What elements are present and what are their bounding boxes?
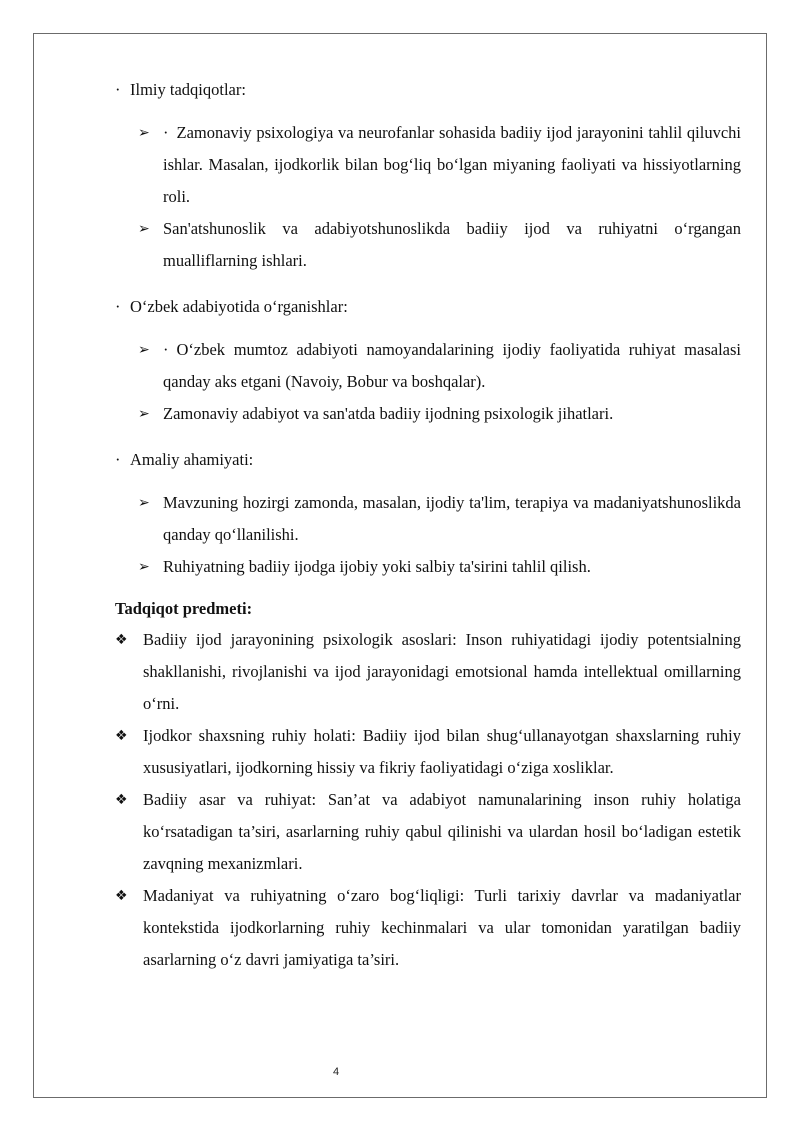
list-item — [137, 213, 741, 277]
section-bullet: · — [115, 80, 121, 99]
section-heading-scientific-research — [115, 74, 741, 106]
list-item — [115, 784, 741, 880]
section-bullet: · — [115, 297, 121, 316]
diamond-bullet-icon: ❖ — [115, 888, 128, 904]
list-item — [137, 551, 741, 583]
list-item — [137, 398, 741, 430]
section-bullet: · — [115, 450, 121, 469]
arrow-bullet-icon: ➢ — [138, 125, 150, 141]
section-title: Amaliy ahamiyati: — [130, 450, 254, 469]
diamond-list — [115, 624, 741, 976]
list-item-text: Ruhiyatning badiiy ijodga ijobiy yoki salbiy ta'sirini tahlil qilish. — [163, 557, 591, 576]
research-subject-heading: Tadqiqot predmeti: — [115, 599, 253, 618]
list-item-text: Madaniyat va ruhiyatning o‘zaro bog‘liqligi: Turli tarixiy davrlar va madaniyatlar kontekstida ijodkorlarning ruhiy kechinmalari va ular tomonidan yaratilgan badiiy asarlarning o‘z davri jamiyatiga ta’siri. — [143, 886, 741, 969]
section-title: O‘zbek adabiyotida o‘rganishlar: — [130, 297, 348, 316]
list-item — [115, 720, 741, 784]
arrow-bullet-icon: ➢ — [138, 221, 150, 237]
list-item-text: O‘zbek mumtoz adabiyoti namoyandalarining ijodiy faoliyatida ruhiyat masalasi qanday aks etgani (Navoiy, Bobur va boshqalar). — [163, 340, 741, 391]
section-heading-uzbek-literature — [115, 291, 741, 323]
arrow-list — [137, 334, 741, 430]
page-number: 4 — [332, 1066, 340, 1078]
list-item-text: Badiiy ijod jarayonining psixologik asoslari: Inson ruhiyatidagi ijodiy potentsialning shakllanishi, rivojlanishi va ijod jarayonidagi emotsional hamda intellektual omillarning o‘rni. — [143, 630, 741, 713]
diamond-bullet-icon: ❖ — [115, 792, 128, 808]
list-item-text: Zamonaviy psixologiya va neurofanlar sohasida badiiy ijod jarayonini tahlil qiluvchi ishlar. Masalan, ijodkorlik bilan bog‘liq bo‘lgan miyaning faoliyati va hissiyotlarning roli. — [163, 123, 741, 206]
inner-bullet: · — [163, 123, 169, 142]
section-title: Ilmiy tadqiqotlar: — [130, 80, 246, 99]
section-heading-practical-significance — [115, 444, 741, 476]
list-item — [115, 880, 741, 976]
arrow-list — [137, 487, 741, 583]
list-item — [115, 624, 741, 720]
arrow-bullet-icon: ➢ — [138, 342, 150, 358]
arrow-bullet-icon: ➢ — [138, 495, 150, 511]
list-item — [137, 334, 741, 398]
document-body — [115, 74, 741, 976]
diamond-bullet-icon: ❖ — [115, 728, 128, 744]
arrow-bullet-icon: ➢ — [138, 406, 150, 422]
list-item-text: Mavzuning hozirgi zamonda, masalan, ijodiy ta'lim, terapiya va madaniyatshunoslikda qanday qo‘llanilishi. — [163, 493, 741, 544]
arrow-list — [137, 117, 741, 277]
list-item-text: San'atshunoslik va adabiyotshunoslikda badiiy ijod va ruhiyatni o‘rgangan mualliflarning ishlari. — [163, 219, 741, 270]
list-item-text: Zamonaviy adabiyot va san'atda badiiy ijodning psixologik jihatlari. — [163, 404, 614, 423]
list-item — [137, 487, 741, 551]
list-item-text: Ijodkor shaxsning ruhiy holati: Badiiy ijod bilan shug‘ullanayotgan shaxslarning ruhiy xususiyatlari, ijodkorning hissiy va fikriy faoliyatidagi o‘ziga xosliklar. — [143, 726, 741, 777]
list-item-text: Badiiy asar va ruhiyat: San’at va adabiyot namunalarining inson ruhiy holatiga ko‘rsatadigan ta’siri, asarlarning ruhiy qabul qilinishi va ulardan hosil bo‘ladigan estetik zavqning mexanizmlari. — [143, 790, 741, 873]
arrow-bullet-icon: ➢ — [138, 559, 150, 575]
list-item — [137, 117, 741, 213]
diamond-bullet-icon: ❖ — [115, 632, 128, 648]
inner-bullet: · — [163, 340, 169, 359]
